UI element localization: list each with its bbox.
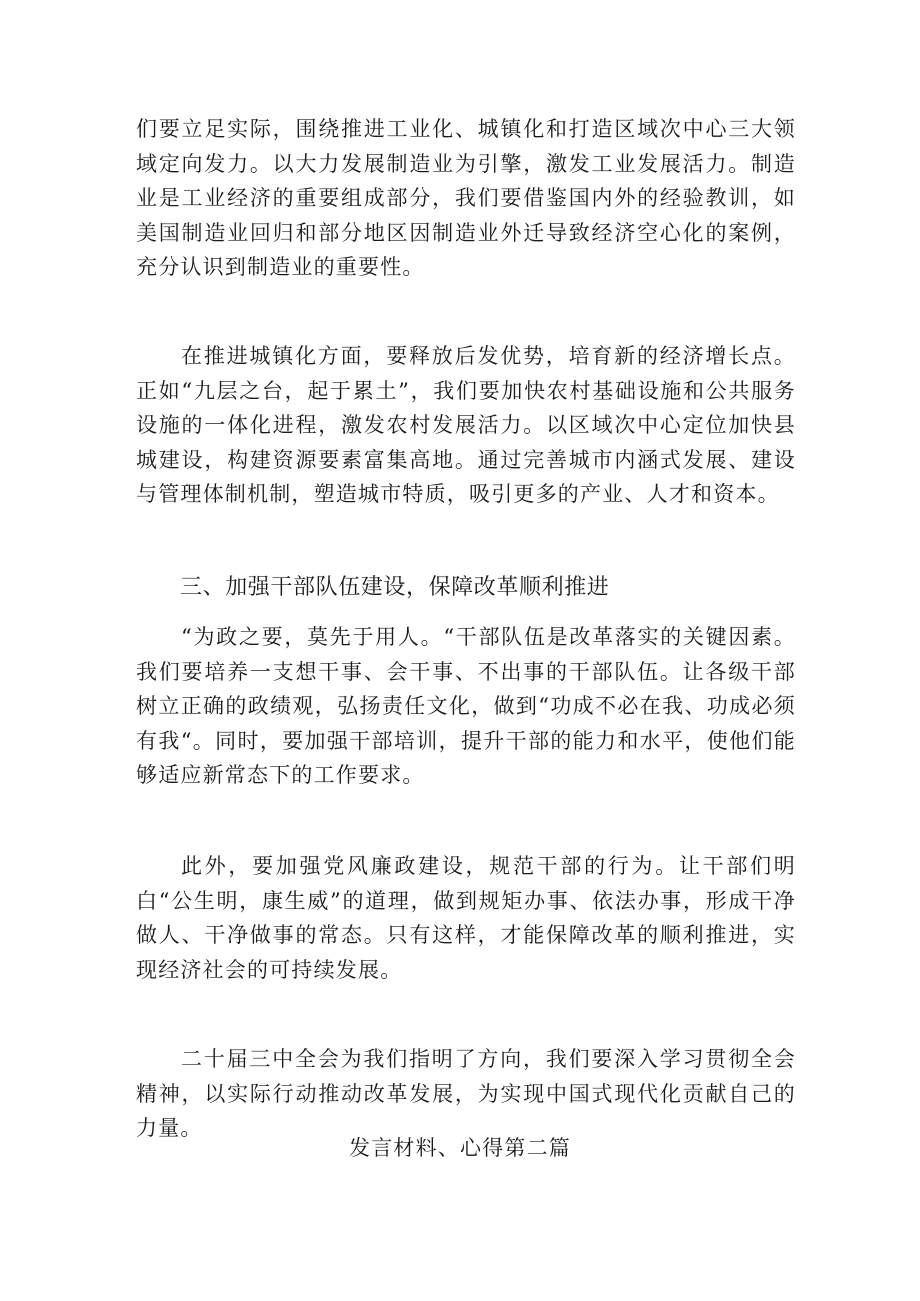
paragraph-urbanization: 在推进城镇化方面，要释放后发优势，培育新的经济增长点。正如“九层之台，起于累土”，我们要加快农村基础设施和公共服务设施的一体化进程，激发农村发展活力。以区域次中心定位加快县城建设，构建资源要素富集高地。通过完善城市内涵式发展、建设与管理体制机制，塑造城市特质，吸引更多的产业、人才和资本。	[136, 344, 796, 506]
paragraph-cadre-team: “为政之要，莫先于用人。“干部队伍是改革落实的关键因素。我们要培养一支想干事、会干事、不出事的干部队伍。让各级干部树立正确的政绩观，弘扬责任文化，做到“功成不必在我、功成必须有我“。同时，要加强干部培训，提升干部的能力和水平，使他们能够适应新常态下的工作要求。	[136, 625, 796, 787]
paragraph-manufacturing: 们要立足实际，围绕推进工业化、城镇化和打造区域次中心三大领域定向发力。以大力发展制造业为引擎，激发工业发展活力。制造业是工业经济的重要组成部分，我们要借鉴国内外的经验教训，如美国制造业回归和部分地区因制造业外迁导致经济空心化的案例，充分认识到制造业的重要性。	[136, 117, 796, 279]
paragraph-integrity: 此外，要加强党风廉政建设，规范干部的行为。让干部们明白“公生明，康生威”的道理，做到规矩办事、依法办事，形成干净做人、干净做事的常态。只有这样，才能保障改革的顺利推进，实现经济社会的可持续发展。	[136, 854, 796, 982]
paragraph-conclusion: 二十届三中全会为我们指明了方向，我们要深入学习贯彻全会精神，以实际行动推动改革发展，为实现中国式现代化贡献自己的力量。	[136, 1047, 796, 1140]
next-article-title: 发言材料、心得第二篇	[349, 1136, 571, 1160]
section-heading: 三、加强干部队伍建设，保障改革顺利推进	[180, 575, 610, 600]
